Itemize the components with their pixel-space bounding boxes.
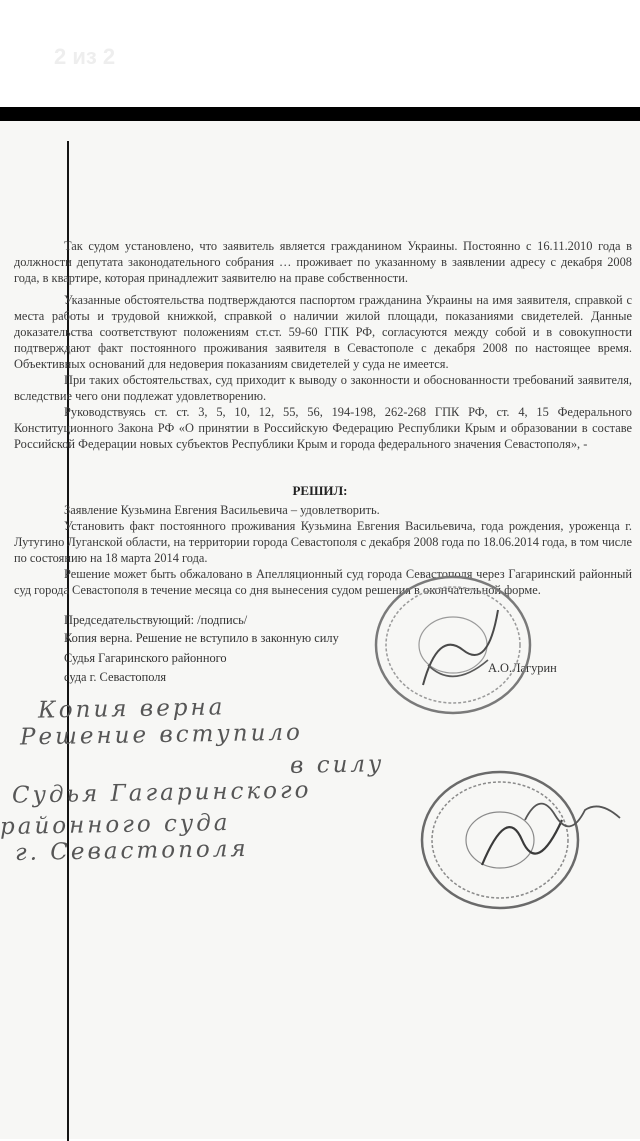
viewer-divider (0, 107, 640, 121)
document-body-part-2 (14, 502, 632, 598)
viewer-top-bar (0, 0, 640, 107)
paragraph: Так судом установлено, что заявитель является гражданином Украины. Постоянно с 16.11.2010 года в должности депутата законодательного собрания … проживает по указанному в заявлении адресу с декабря 2008 года, в квартире, которая принадлежит заявителю на праве собственности. (14, 239, 632, 285)
paragraph: Решение может быть обжаловано в Апелляционный суд города Севастополя через Гагаринский районный суд города Севастополя в течение месяца со дня вынесения судом решения в окончательной форме. (14, 567, 632, 597)
handwritten-note: в силу (289, 751, 385, 779)
handwritten-signature-icon (520, 780, 630, 840)
handwritten-note: Копия верна (37, 694, 226, 724)
paragraph: Заявление Кузьмина Евгения Васильевича – удовлетворить. (64, 503, 380, 517)
copy-note: Копия верна. Решение не вступило в законную силу (64, 631, 339, 645)
judge-title-1: Судья Гагаринского районного (64, 651, 227, 665)
judge-title-2: суда г. Севастополя (64, 670, 167, 684)
handwritten-note: Решение вступило (19, 719, 304, 751)
judge-name: А.О.Лагурин (488, 661, 557, 675)
paragraph: При таких обстоятельствах, суд приходит к выводу о законности и обоснованности требований заявителя, вследствие чего они подлежат удовлетворению. (14, 373, 632, 403)
handwritten-note: Судья Гагаринского (11, 777, 312, 809)
court-seal-icon (368, 570, 538, 720)
paragraph: Установить факт постоянного проживания Кузьмина Евгения Васильевича, года рождения, уроженца г. Лутугино Луганской области, на территории города Севастополя с декабря 2008 года по 18.06.2014 года, в том числе по состоянию на 18 марта 2014 года. (14, 519, 632, 565)
handwritten-note: г. Севастополя (14, 835, 249, 867)
decision-heading: РЕШИЛ: (292, 483, 348, 498)
paragraph: Руководствуясь ст. ст. 3, 5, 10, 12, 55, 56, 194-198, 262-268 ГПК РФ, ст. 4, 15 Федерального Конституционного Закона РФ «О принятии в Российскую Федерацию Республики Крым и образовании в составе Российской Федерации новых субъектов Республики Крым и города федерального значения Севастополя», - (14, 405, 632, 451)
chairman-line: Председательствующий: /подпись/ (64, 613, 248, 627)
handwritten-note: районного суда (0, 809, 231, 841)
page-counter: 2 из 2 (54, 44, 116, 69)
document-body-part-1 (14, 238, 632, 452)
paragraph: Указанные обстоятельства подтверждаются паспортом гражданина Украины на имя заявителя, справкой с места работы и трудовой книжкой, справкой о наличии жилой площади, показаниями свидетелей. Данные доказательства соответствуют положениям ст.ст. 59-60 ГПК РФ, согласуются между собой и в совокупности подтверждают факт постоянного проживания заявителя в Севастополе с декабря 2008 по настоящее время. Объективных оснований для недоверия показаниям свидетелей у суда не имеется. (14, 293, 632, 371)
